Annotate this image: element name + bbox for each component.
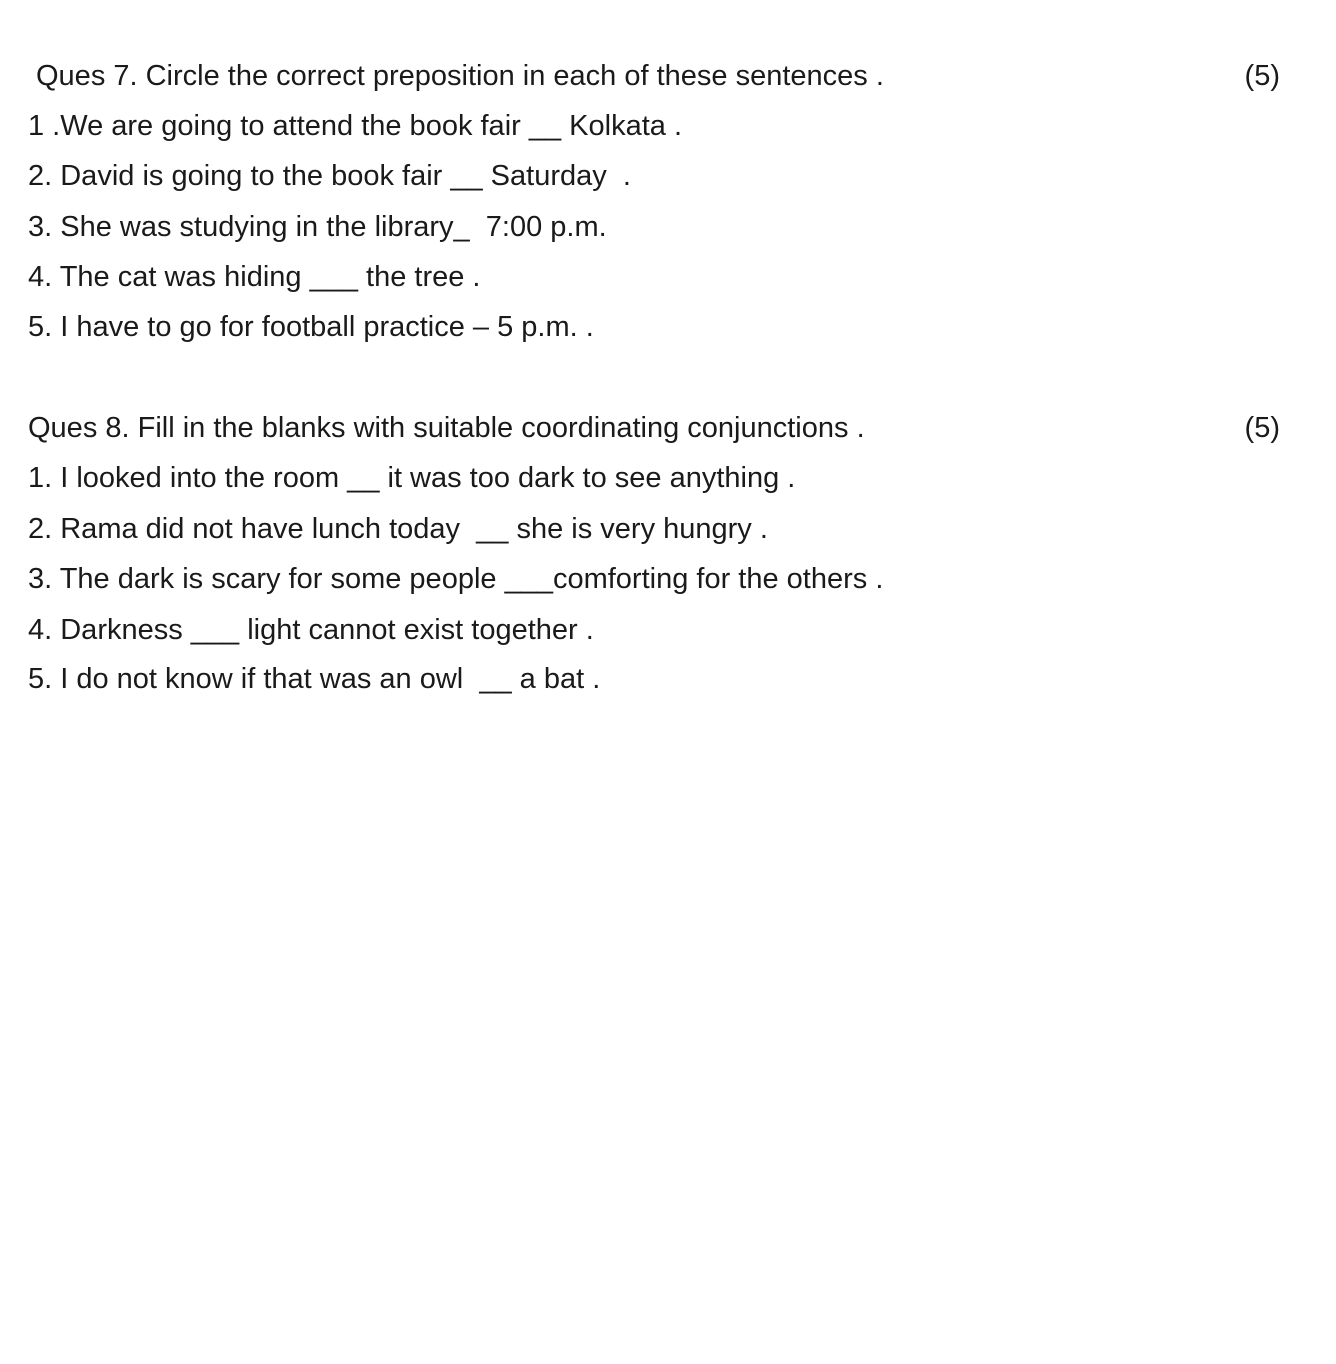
- question-7-item-1: 1 .We are going to attend the book fair __ Kolkata .: [28, 110, 683, 142]
- question-7-marks: (5): [1244, 60, 1280, 92]
- question-8-marks: (5): [1244, 412, 1280, 444]
- question-7-item-3: 3. She was studying in the library_ 7:00 p.m.: [28, 211, 607, 243]
- question-8-item-4: 4. Darkness ___ light cannot exist together .: [28, 614, 594, 646]
- question-8-heading: Ques 8. Fill in the blanks with suitable coordinating conjunctions .: [28, 412, 865, 444]
- question-7-item-5: 5. I have to go for football practice – 5 p.m. .: [28, 311, 594, 343]
- question-7-heading: Ques 7. Circle the correct preposition in each of these sentences .: [36, 60, 884, 92]
- question-7-item-4: 4. The cat was hiding ___ the tree .: [28, 261, 481, 293]
- question-8-item-3: 3. The dark is scary for some people ___comforting for the others .: [28, 563, 884, 595]
- question-8-item-2: 2. Rama did not have lunch today __ she is very hungry .: [28, 513, 768, 545]
- question-7-item-2: 2. David is going to the book fair __ Saturday .: [28, 160, 631, 192]
- question-8-item-1: 1. I looked into the room __ it was too dark to see anything .: [28, 462, 796, 494]
- question-8-item-5: 5. I do not know if that was an owl __ a bat .: [28, 663, 601, 695]
